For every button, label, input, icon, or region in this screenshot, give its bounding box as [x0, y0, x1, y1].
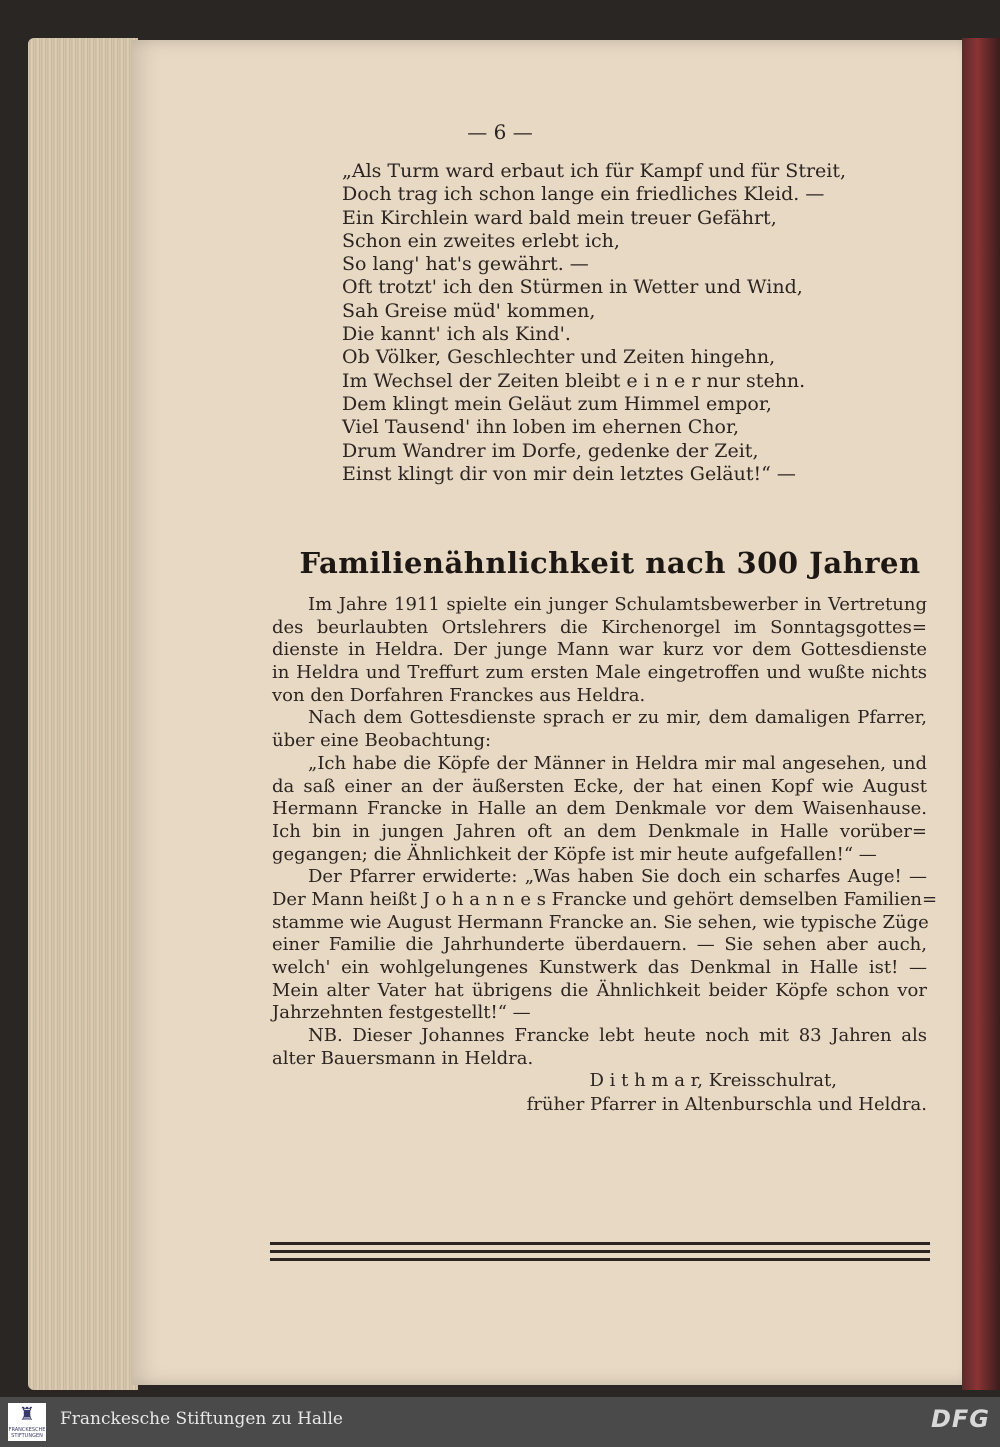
paragraph-line: gegangen; die Ähnlichkeit der Köpfe ist mir heute aufgefallen!“ — — [272, 843, 877, 865]
poem-line: Oft trotzt' ich den Stürmen in Wetter und Wind, — [342, 276, 803, 299]
paragraph — [272, 594, 927, 707]
paragraph-line: Mein alter Vater hat übrigens die Ähnlichkeit beider Köpfe schon vor — [272, 979, 927, 1001]
rule-line — [270, 1258, 930, 1261]
paragraph — [272, 1025, 927, 1070]
poem-line: Sah Greise müd' kommen, — [342, 299, 596, 322]
poem-line: Einst klingt dir von mir dein letztes Geläut!“ — — [342, 462, 796, 485]
poem-line: Drum Wandrer im Dorfe, gedenke der Zeit, — [342, 439, 759, 462]
paragraph-line: in Heldra und Treffurt zum ersten Male eingetroffen und wußte nichts — [272, 662, 927, 684]
poem — [342, 160, 902, 486]
poem-line: Viel Tausend' ihn loben im ehernen Chor, — [342, 416, 739, 439]
paragraph-line: Im Jahre 1911 spielte ein junger Schulamtsbewerber in Vertretung — [308, 594, 927, 615]
paragraph-line: einer Familie die Jahrhunderte überdauern. — Sie sehen aber auch, — [272, 934, 927, 956]
poem-line: Die kannt' ich als Kind'. — [342, 323, 571, 346]
signature — [272, 1070, 927, 1118]
paragraph-line: „Ich habe die Köpfe der Männer in Heldra mir mal angesehen, und — [308, 752, 927, 774]
franckesche-logo-icon[interactable] — [8, 1403, 46, 1441]
poem-line: „Als Turm ward erbaut ich für Kampf und für Streit, — [342, 160, 847, 182]
paragraph-line: Der Pfarrer erwiderte: „Was haben Sie doch ein scharfes Auge! — — [308, 866, 927, 888]
poem-line: Schon ein zweites erlebt ich, — [342, 229, 620, 252]
logo-text: FRANCKESCHE STIFTUNGEN — [8, 1427, 46, 1439]
paragraph-line: von den Dorfahren Franckes aus Heldra. — [272, 684, 646, 706]
book-page-edges — [28, 38, 138, 1390]
paragraph-line: Hermann Francke in Halle an dem Denkmale vor dem Waisenhause. — [272, 798, 927, 820]
book-spine — [962, 38, 1000, 1390]
poem-line: So lang' hat's gewährt. — — [342, 253, 589, 276]
poem-line: Ein Kirchlein ward bald mein treuer Gefährt, — [342, 206, 777, 229]
paragraph-line: welch' ein wohlgelungenes Kunstwerk das Denkmal in Halle ist! — — [272, 957, 927, 978]
poem-line: Im Wechsel der Zeiten bleibt e i n e r nur stehn. — [342, 369, 806, 392]
closing-rule — [270, 1242, 930, 1266]
signature-line: D i t h m a r, Kreisschulrat, — [589, 1070, 837, 1092]
section-heading: Familienähnlichkeit nach 300 Jahren — [299, 546, 921, 580]
poem-line: Dem klingt mein Geläut zum Himmel empor, — [342, 392, 772, 415]
paragraph-line: des beurlaubten Ortslehrers die Kirchenorgel im Sonntagsgottes= — [272, 616, 927, 638]
paragraph — [272, 707, 927, 752]
article-body — [272, 594, 938, 1118]
paragraph-line: da saß einer an der äußersten Ecke, der hat einen Kopf wie August — [272, 775, 927, 797]
poem-line: Ob Völker, Geschlechter und Zeiten hingehn, — [342, 346, 776, 369]
logo-mark-icon: ♜ — [18, 1404, 36, 1425]
paragraph-line: Nach dem Gottesdienste sprach er zu mir, dem damaligen Pfarrer, — [308, 707, 927, 729]
paragraph-line: NB. Dieser Johannes Francke lebt heute noch mit 83 Jahren als — [308, 1025, 927, 1047]
paragraph-line: Ich bin in jungen Jahren oft an dem Denkmale in Halle vorüber= — [272, 820, 927, 842]
dfg-logo[interactable]: DFG — [930, 1405, 990, 1433]
paragraph — [272, 753, 927, 866]
paragraph — [272, 866, 938, 1025]
poem-line: Doch trag ich schon lange ein friedliches Kleid. — — [342, 183, 825, 206]
paragraph-line: dienste in Heldra. Der junge Mann war kurz vor dem Gottesdienste — [272, 639, 927, 661]
paragraph-line: stamme wie August Hermann Francke an. Sie sehen, wie typische Züge — [272, 911, 929, 933]
rule-line — [270, 1242, 930, 1245]
viewer-footer — [0, 1397, 1000, 1447]
paragraph-line: über eine Beobachtung: — [272, 730, 492, 752]
page-number: — 6 — — [467, 120, 533, 144]
footer-title[interactable]: Franckesche Stiftungen zu Halle — [60, 1409, 343, 1429]
paragraph-line: Jahrzehnten festgestellt!“ — — [272, 1002, 531, 1024]
paragraph-line: alter Bauersmann in Heldra. — [272, 1047, 534, 1069]
signature-line: früher Pfarrer in Altenburschla und Heldra. — [526, 1094, 927, 1116]
rule-line — [270, 1250, 930, 1253]
paragraph-line: Der Mann heißt J o h a n n e s Francke und gehört demselben Familien= — [272, 888, 938, 910]
